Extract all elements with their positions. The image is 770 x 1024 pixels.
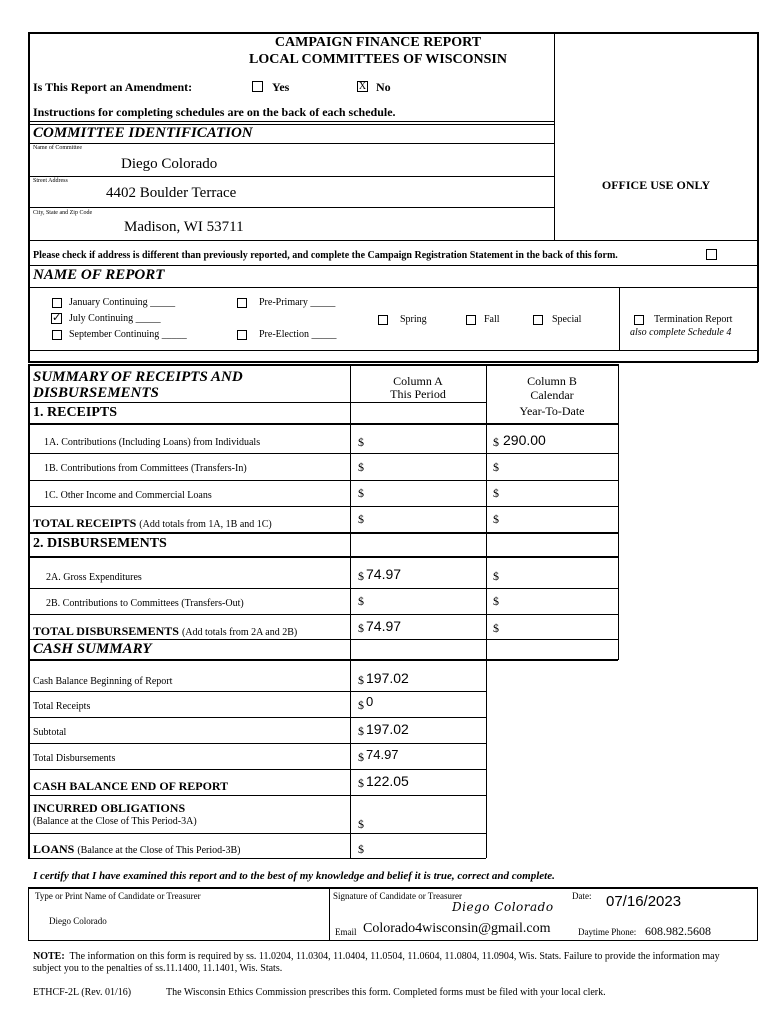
certification-statement: I certify that I have examined this report and to the best of my knowledge and belief it is true, correct and complete.: [33, 870, 555, 882]
cash-total-receipts-value[interactable]: 0: [366, 694, 374, 709]
row-1b-label: 1B. Contributions from Committees (Transfers-In): [44, 463, 247, 474]
dollar-sign: $: [358, 817, 364, 831]
dollar-sign: $: [358, 724, 364, 738]
special-checkbox[interactable]: [533, 315, 543, 325]
signature-field[interactable]: Diego Colorado: [452, 900, 554, 914]
total-disbursements-col-a[interactable]: 74.97: [366, 618, 402, 634]
committee-name-field[interactable]: Diego Colorado: [121, 156, 218, 172]
january-continuing-label: January Continuing _____: [69, 297, 176, 308]
dollar-sign: $: [358, 569, 364, 583]
row-1a-col-b[interactable]: 290.00: [503, 432, 546, 448]
pre-election-label: Pre-Election _____: [259, 329, 337, 340]
column-b-subheader-ytd: Year-To-Date: [519, 404, 585, 418]
total-receipts-label: TOTAL RECEIPTS: [33, 516, 137, 530]
total-disbursements-note: (Add totals from 2A and 2B): [181, 627, 298, 638]
total-receipts-note: (Add totals from 1A, 1B and 1C): [139, 519, 272, 530]
special-label: Special: [552, 314, 582, 325]
spring-checkbox[interactable]: [378, 315, 388, 325]
fall-checkbox[interactable]: [466, 315, 476, 325]
row-2b-label: 2B. Contributions to Committees (Transfers-Out): [46, 598, 244, 609]
dollar-sign: $: [358, 460, 364, 474]
receipts-heading: 1. RECEIPTS: [33, 405, 118, 420]
committee-name-label: Name of Committee: [33, 145, 82, 151]
phone-label: Daytime Phone:: [578, 927, 637, 937]
total-disbursements-row: [33, 624, 297, 639]
statutory-note: [33, 951, 749, 975]
dollar-sign: $: [358, 776, 364, 790]
dollar-sign: $: [358, 621, 364, 635]
amendment-no-checkbox[interactable]: X: [358, 81, 367, 92]
fall-label: Fall: [484, 314, 500, 325]
july-continuing-checkbox[interactable]: ✓: [52, 312, 62, 324]
dollar-sign: $: [358, 512, 364, 526]
disbursements-heading: 2. DISBURSEMENTS: [33, 536, 167, 551]
pre-primary-checkbox[interactable]: [237, 298, 247, 308]
committee-identification-heading: COMMITTEE IDENTIFICATION: [33, 125, 253, 141]
printed-name-field[interactable]: Diego Colorado: [49, 916, 107, 926]
address-change-text: Please check if address is different than previously reported, and complete the Campaign Registration Statement in the back of this form.: [33, 250, 618, 261]
termination-report-note: also complete Schedule 4: [630, 327, 732, 338]
form-id: ETHCF-2L (Rev. 01/16): [33, 987, 132, 998]
incurred-obligations-label: INCURRED OBLIGATIONS: [33, 801, 186, 815]
dollar-sign: $: [358, 594, 364, 608]
subtotal-label: Subtotal: [33, 727, 67, 738]
dollar-sign: $: [493, 621, 499, 635]
column-a-header: Column A: [393, 374, 443, 388]
dollar-sign: $: [358, 486, 364, 500]
cash-balance-end-value[interactable]: 122.05: [366, 773, 409, 789]
office-use-only-label: OFFICE USE ONLY: [601, 178, 711, 192]
cash-summary-heading: CASH SUMMARY: [33, 641, 152, 657]
cash-total-disbursements-value[interactable]: 74.97: [366, 747, 399, 762]
row-1a-label: 1A. Contributions (Including Loans) from Individuals: [44, 437, 261, 448]
loans-label: LOANS: [33, 842, 75, 856]
dollar-sign: $: [493, 594, 499, 608]
cash-beginning-value[interactable]: 197.02: [366, 670, 409, 686]
column-b-header: Column B: [527, 374, 577, 388]
column-a-subheader: This Period: [390, 387, 446, 401]
dollar-sign: $: [493, 486, 499, 500]
pre-election-checkbox[interactable]: [237, 330, 247, 340]
street-address-field[interactable]: 4402 Boulder Terrace: [106, 185, 237, 201]
summary-heading-line1: SUMMARY OF RECEIPTS AND: [33, 369, 243, 385]
amendment-yes-label: Yes: [272, 80, 290, 94]
loans-row: [33, 842, 240, 857]
phone-field[interactable]: 608.982.5608: [645, 924, 711, 938]
dollar-sign: $: [493, 569, 499, 583]
prescribes-note: The Wisconsin Ethics Commission prescribes this form. Completed forms must be filed with your local clerk.: [166, 987, 606, 998]
amendment-no-label: No: [376, 80, 391, 94]
row-2a-col-a[interactable]: 74.97: [366, 566, 402, 582]
dollar-sign: $: [358, 750, 364, 764]
dollar-sign: $: [358, 842, 364, 856]
note-text: The information on this form is required by ss. 11.0204, 11.0304, 11.0404, 11.0504, 11.0604, 11.0804, 11.0904, Wis. Stats. Failure to provide the information may subject you to the penalties of ss.11.1400, 11.1401, Wis. Stats.: [33, 951, 720, 974]
july-continuing-label: July Continuing _____: [69, 313, 161, 324]
form-title-line2: LOCAL COMMITTEES OF WISCONSIN: [249, 52, 507, 67]
signature-label: Signature of Candidate or Treasurer: [333, 891, 462, 901]
form-border-left: [28, 32, 30, 362]
city-state-zip-field[interactable]: Madison, WI 53711: [124, 219, 244, 235]
pre-primary-label: Pre-Primary _____: [259, 297, 336, 308]
cash-balance-end-label: CASH BALANCE END OF REPORT: [33, 779, 229, 793]
email-label: Email: [335, 927, 357, 937]
dollar-sign: $: [358, 698, 364, 712]
instructions-text: Instructions for completing schedules are on the back of each schedule.: [33, 105, 396, 119]
address-change-checkbox[interactable]: [706, 249, 717, 260]
total-receipts-row: [33, 516, 272, 531]
dollar-sign: $: [358, 435, 364, 449]
september-continuing-checkbox[interactable]: [52, 330, 62, 340]
subtotal-value[interactable]: 197.02: [366, 721, 409, 737]
dollar-sign: $: [358, 673, 364, 687]
form-border-right: [757, 32, 759, 362]
amendment-yes-checkbox[interactable]: [252, 81, 263, 92]
september-continuing-label: September Continuing _____: [69, 329, 187, 340]
date-field[interactable]: 07/16/2023: [606, 893, 682, 910]
email-field[interactable]: Colorado4wisconsin@gmail.com: [363, 921, 551, 936]
name-of-report-heading: NAME OF REPORT: [33, 267, 165, 283]
incurred-obligations-note: (Balance at the Close of This Period-3A): [33, 816, 197, 827]
termination-report-checkbox[interactable]: [634, 315, 644, 325]
column-b-subheader: Calendar: [530, 388, 574, 402]
cash-total-receipts-label: Total Receipts: [33, 701, 91, 712]
dollar-sign: $: [493, 435, 499, 449]
row-2a-label: 2A. Gross Expenditures: [46, 572, 142, 583]
city-state-zip-label: City, State and Zip Code: [33, 210, 93, 216]
termination-report-label: Termination Report: [654, 314, 733, 325]
printed-name-label: Type or Print Name of Candidate or Treasurer: [35, 891, 201, 901]
dollar-sign: $: [493, 512, 499, 526]
date-label: Date:: [572, 891, 592, 901]
street-address-label: Street Address: [33, 178, 68, 184]
note-label: NOTE:: [33, 951, 65, 962]
spring-label: Spring: [400, 314, 427, 325]
total-disbursements-label: TOTAL DISBURSEMENTS: [33, 624, 179, 638]
form-border-top: [28, 32, 758, 34]
loans-note: (Balance at the Close of This Period-3B): [77, 845, 241, 856]
summary-heading-line2: DISBURSEMENTS: [33, 385, 159, 401]
january-continuing-checkbox[interactable]: [52, 298, 62, 308]
form-title-line1: CAMPAIGN FINANCE REPORT: [274, 35, 482, 50]
dollar-sign: $: [493, 460, 499, 474]
row-1c-label: 1C. Other Income and Commercial Loans: [44, 490, 212, 501]
amendment-question: Is This Report an Amendment:: [33, 80, 193, 94]
cash-beginning-label: Cash Balance Beginning of Report: [33, 676, 173, 687]
cash-total-disbursements-label: Total Disbursements: [33, 753, 116, 764]
